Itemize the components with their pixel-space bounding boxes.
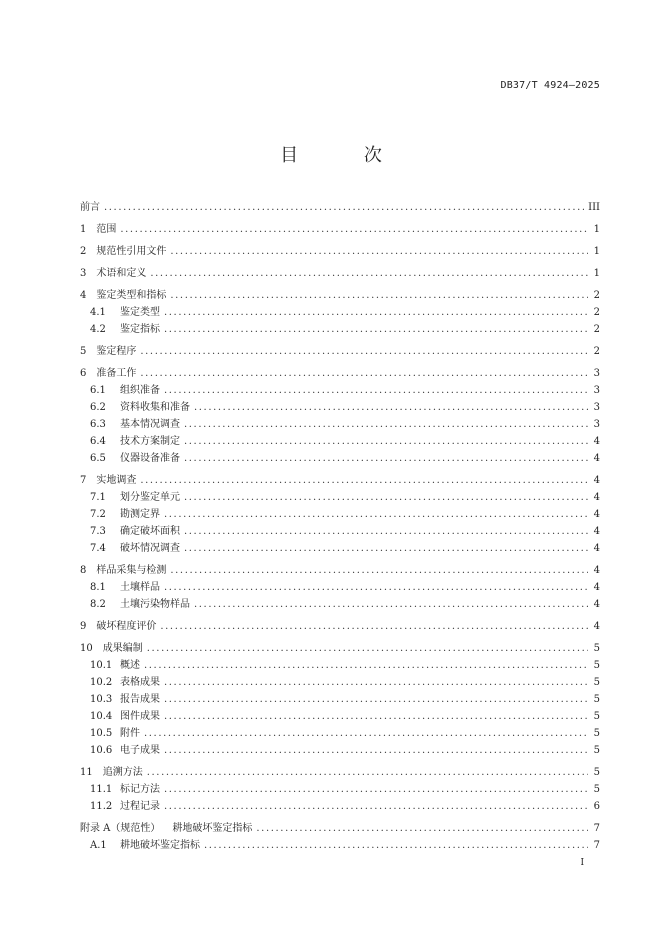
- page-number: I: [580, 858, 584, 868]
- dot-leader: [144, 658, 588, 674]
- toc-entry[interactable]: [90, 838, 600, 854]
- toc-entry-title: 概述: [120, 660, 140, 671]
- dot-leader: [164, 799, 588, 815]
- toc-entry-title: 鉴定程序: [96, 346, 137, 357]
- toc-entry-title: 追溯方法: [102, 767, 143, 778]
- toc-entry-page: 5: [593, 643, 600, 654]
- toc-entry-title: 术语和定义: [96, 268, 147, 279]
- toc-entry-page: 5: [593, 784, 600, 795]
- toc-entry-page: 4: [593, 509, 600, 520]
- dot-leader: [164, 692, 588, 708]
- toc-entry-title: 成果编制: [102, 643, 143, 654]
- toc-entry-page: 4: [593, 453, 600, 464]
- toc-entry[interactable]: [90, 675, 600, 691]
- toc-entry-title: 资料收集和准备: [120, 402, 190, 413]
- toc-entry-number: 附录 A（规范性）: [80, 823, 161, 834]
- toc-entry-page: 6: [593, 801, 600, 812]
- dot-leader: [204, 838, 588, 854]
- toc-entry-number: 6.4: [90, 436, 106, 447]
- toc-entry[interactable]: [90, 434, 600, 450]
- toc-entry-title: 仪器设备准备: [120, 453, 180, 464]
- toc-entry-page: III: [588, 202, 600, 213]
- toc-entry-page: 2: [593, 290, 600, 301]
- toc-entry-page: 3: [593, 368, 600, 379]
- toc-entry-title: 过程记录: [120, 801, 160, 812]
- toc-entry-number: 10: [80, 643, 93, 654]
- toc-entry-page: 2: [593, 346, 600, 357]
- dot-leader: [147, 765, 588, 781]
- toc-entry-page: 4: [593, 621, 600, 632]
- toc-entry[interactable]: [90, 658, 600, 674]
- toc-entry-number: 6.5: [90, 453, 106, 464]
- dot-leader: [170, 244, 588, 260]
- toc-entry[interactable]: [80, 765, 600, 781]
- toc-entry-number: 7.2: [90, 509, 106, 520]
- dot-leader: [144, 726, 588, 742]
- toc-entry[interactable]: [90, 524, 600, 540]
- toc-entry-title: 鉴定指标: [120, 324, 160, 335]
- toc-entry-title: 基本情况调查: [120, 419, 180, 430]
- toc-entry-page: 5: [593, 694, 600, 705]
- toc-entry-title: 鉴定类型: [120, 307, 160, 318]
- toc-entry-page: 2: [593, 324, 600, 335]
- toc-entry[interactable]: [90, 726, 600, 742]
- toc-entry-title: 标记方法: [120, 784, 160, 795]
- toc-entry-number: 4: [80, 290, 87, 301]
- dot-leader: [164, 743, 588, 759]
- dot-leader: [140, 344, 588, 360]
- toc-entry-title: 土壤污染物样品: [120, 599, 190, 610]
- toc-entry-title: 破坏情况调查: [120, 543, 180, 554]
- dot-leader: [184, 490, 588, 506]
- toc-entry[interactable]: [80, 563, 600, 579]
- toc-entry-number: 6.1: [90, 385, 106, 396]
- dot-leader: [140, 473, 588, 489]
- toc-entry-title: 规范性引用文件: [96, 246, 167, 257]
- toc-entry-number: 6: [80, 368, 87, 379]
- toc-entry[interactable]: [90, 507, 600, 523]
- toc-entry-number: 5: [80, 346, 87, 357]
- toc-entry[interactable]: [80, 288, 600, 304]
- toc-entry-page: 4: [593, 475, 600, 486]
- toc-entry[interactable]: [90, 597, 600, 613]
- toc-entry-title: 图件成果: [120, 711, 160, 722]
- toc-entry-number: 8.1: [90, 582, 106, 593]
- toc-entry-page: 5: [593, 728, 600, 739]
- toc-entry-page: 4: [593, 436, 600, 447]
- toc-entry-title: 耕地破坏鉴定指标: [120, 840, 200, 851]
- toc-entry[interactable]: [90, 782, 600, 798]
- toc-entry-title: 样品采集与检测: [96, 565, 167, 576]
- toc-entry-title: 准备工作: [96, 368, 137, 379]
- toc-entry-number: 10.5: [90, 728, 113, 739]
- dot-leader: [194, 400, 588, 416]
- toc-entry-page: 2: [593, 307, 600, 318]
- toc-entry[interactable]: [80, 344, 600, 360]
- toc-entry-title: 鉴定类型和指标: [96, 290, 167, 301]
- toc-entry[interactable]: [80, 821, 600, 837]
- toc-entry-page: 4: [593, 565, 600, 576]
- dot-leader: [147, 641, 588, 657]
- dot-leader: [184, 434, 588, 450]
- toc-entry[interactable]: [90, 400, 600, 416]
- toc-entry-page: 3: [593, 385, 600, 396]
- toc-entry-number: 10.2: [90, 677, 113, 688]
- toc-entry-title: 组织准备: [120, 385, 160, 396]
- page-title: 目 次: [280, 145, 412, 166]
- toc-entry-number: 10.3: [90, 694, 113, 705]
- toc-entry[interactable]: [90, 383, 600, 399]
- toc-entry-page: 4: [593, 582, 600, 593]
- toc-entry[interactable]: [90, 709, 600, 725]
- toc-entry[interactable]: [90, 799, 600, 815]
- toc-entry-title: 划分鉴定单元: [120, 492, 180, 503]
- dot-leader: [184, 451, 588, 467]
- toc-entry-number: 7.1: [90, 492, 106, 503]
- dot-leader: [120, 222, 588, 238]
- dot-leader: [104, 200, 584, 216]
- toc-entry-page: 4: [593, 492, 600, 503]
- toc-entry-title: 破坏程度评价: [96, 621, 157, 632]
- toc-entry-page: 1: [593, 246, 600, 257]
- toc-entry-page: 1: [593, 268, 600, 279]
- toc-entry-page: 3: [593, 402, 600, 413]
- dot-leader: [184, 541, 588, 557]
- toc-entry-page: 5: [593, 677, 600, 688]
- dot-leader: [170, 563, 588, 579]
- toc-entry-number: 4.1: [90, 307, 106, 318]
- toc-entry-page: 5: [593, 711, 600, 722]
- toc-entry-number: 6.2: [90, 402, 106, 413]
- toc-entry-page: 4: [593, 543, 600, 554]
- toc-entry-number: 8: [80, 565, 87, 576]
- toc-entry-page: 7: [593, 840, 600, 851]
- toc-entry[interactable]: [90, 322, 600, 338]
- dot-leader: [160, 619, 588, 635]
- toc-entry-title: 报告成果: [120, 694, 160, 705]
- toc-entry[interactable]: [80, 473, 600, 489]
- toc-entry-number: 8.2: [90, 599, 106, 610]
- toc-entry[interactable]: [90, 451, 600, 467]
- toc-entry-page: 5: [593, 660, 600, 671]
- toc-entry-title: 前言: [80, 202, 100, 213]
- toc-entry[interactable]: [80, 366, 600, 382]
- dot-leader: [194, 597, 588, 613]
- toc-entry-page: 1: [593, 224, 600, 235]
- dot-leader: [184, 417, 588, 433]
- toc-entry[interactable]: [90, 692, 600, 708]
- toc-entry-title: 耕地破坏鉴定指标: [172, 823, 253, 834]
- toc-entry-number: 10.6: [90, 745, 113, 756]
- toc-entry-title: 确定破坏面积: [120, 526, 180, 537]
- dot-leader: [164, 383, 588, 399]
- toc-entry-number: 11.1: [90, 784, 113, 795]
- toc-entry[interactable]: [80, 619, 600, 635]
- dot-leader: [140, 366, 588, 382]
- toc-entry-title: 范围: [96, 224, 117, 235]
- toc-entry-title: 表格成果: [120, 677, 160, 688]
- toc-entry-number: 4.2: [90, 324, 106, 335]
- dot-leader: [164, 675, 588, 691]
- toc-entry-number: 11: [80, 767, 93, 778]
- toc-entry-title: 电子成果: [120, 745, 160, 756]
- toc-entry-number: A.1: [90, 840, 107, 851]
- toc-entry[interactable]: [90, 305, 600, 321]
- toc-entry[interactable]: [90, 417, 600, 433]
- toc-entry-title: 实地调查: [96, 475, 137, 486]
- toc-entry-number: 7.3: [90, 526, 106, 537]
- toc-entry[interactable]: [90, 490, 600, 506]
- toc-entry-number: 3: [80, 268, 87, 279]
- toc-entry-number: 6.3: [90, 419, 106, 430]
- toc-entry-title: 土壤样品: [120, 582, 160, 593]
- toc-entry[interactable]: [80, 200, 600, 216]
- toc-entry-page: 4: [593, 526, 600, 537]
- dot-leader: [170, 288, 588, 304]
- dot-leader: [164, 709, 588, 725]
- dot-leader: [164, 782, 588, 798]
- toc-entry[interactable]: [80, 222, 600, 238]
- toc-entry[interactable]: [80, 244, 600, 260]
- document-code: DB37/T 4924—2025: [500, 80, 600, 91]
- toc-entry[interactable]: [90, 541, 600, 557]
- dot-leader: [256, 821, 588, 837]
- dot-leader: [164, 305, 588, 321]
- toc-entry-page: 3: [593, 419, 600, 430]
- dot-leader: [164, 322, 588, 338]
- toc-entry-title: 勘测定界: [120, 509, 160, 520]
- toc-entry-number: 7: [80, 475, 87, 486]
- toc-entry-title: 附件: [120, 728, 140, 739]
- toc-entry-page: 4: [593, 599, 600, 610]
- dot-leader: [164, 507, 588, 523]
- toc-entry-page: 5: [593, 745, 600, 756]
- toc-entry-page: 5: [593, 767, 600, 778]
- toc-entry[interactable]: [90, 743, 600, 759]
- toc-entry-page: 7: [593, 823, 600, 834]
- toc-entry-number: 1: [80, 224, 87, 235]
- toc-entry-number: 7.4: [90, 543, 106, 554]
- toc-entry-number: 2: [80, 246, 87, 257]
- toc-entry[interactable]: [80, 266, 600, 282]
- dot-leader: [184, 524, 588, 540]
- toc-entry[interactable]: [90, 580, 600, 596]
- toc-entry[interactable]: [80, 641, 600, 657]
- dot-leader: [164, 580, 588, 596]
- toc-entry-number: 11.2: [90, 801, 113, 812]
- toc-entry-number: 9: [80, 621, 87, 632]
- toc-entry-number: 10.4: [90, 711, 113, 722]
- toc-entry-title: 技术方案制定: [120, 436, 180, 447]
- toc-entry-number: 10.1: [90, 660, 113, 671]
- dot-leader: [150, 266, 588, 282]
